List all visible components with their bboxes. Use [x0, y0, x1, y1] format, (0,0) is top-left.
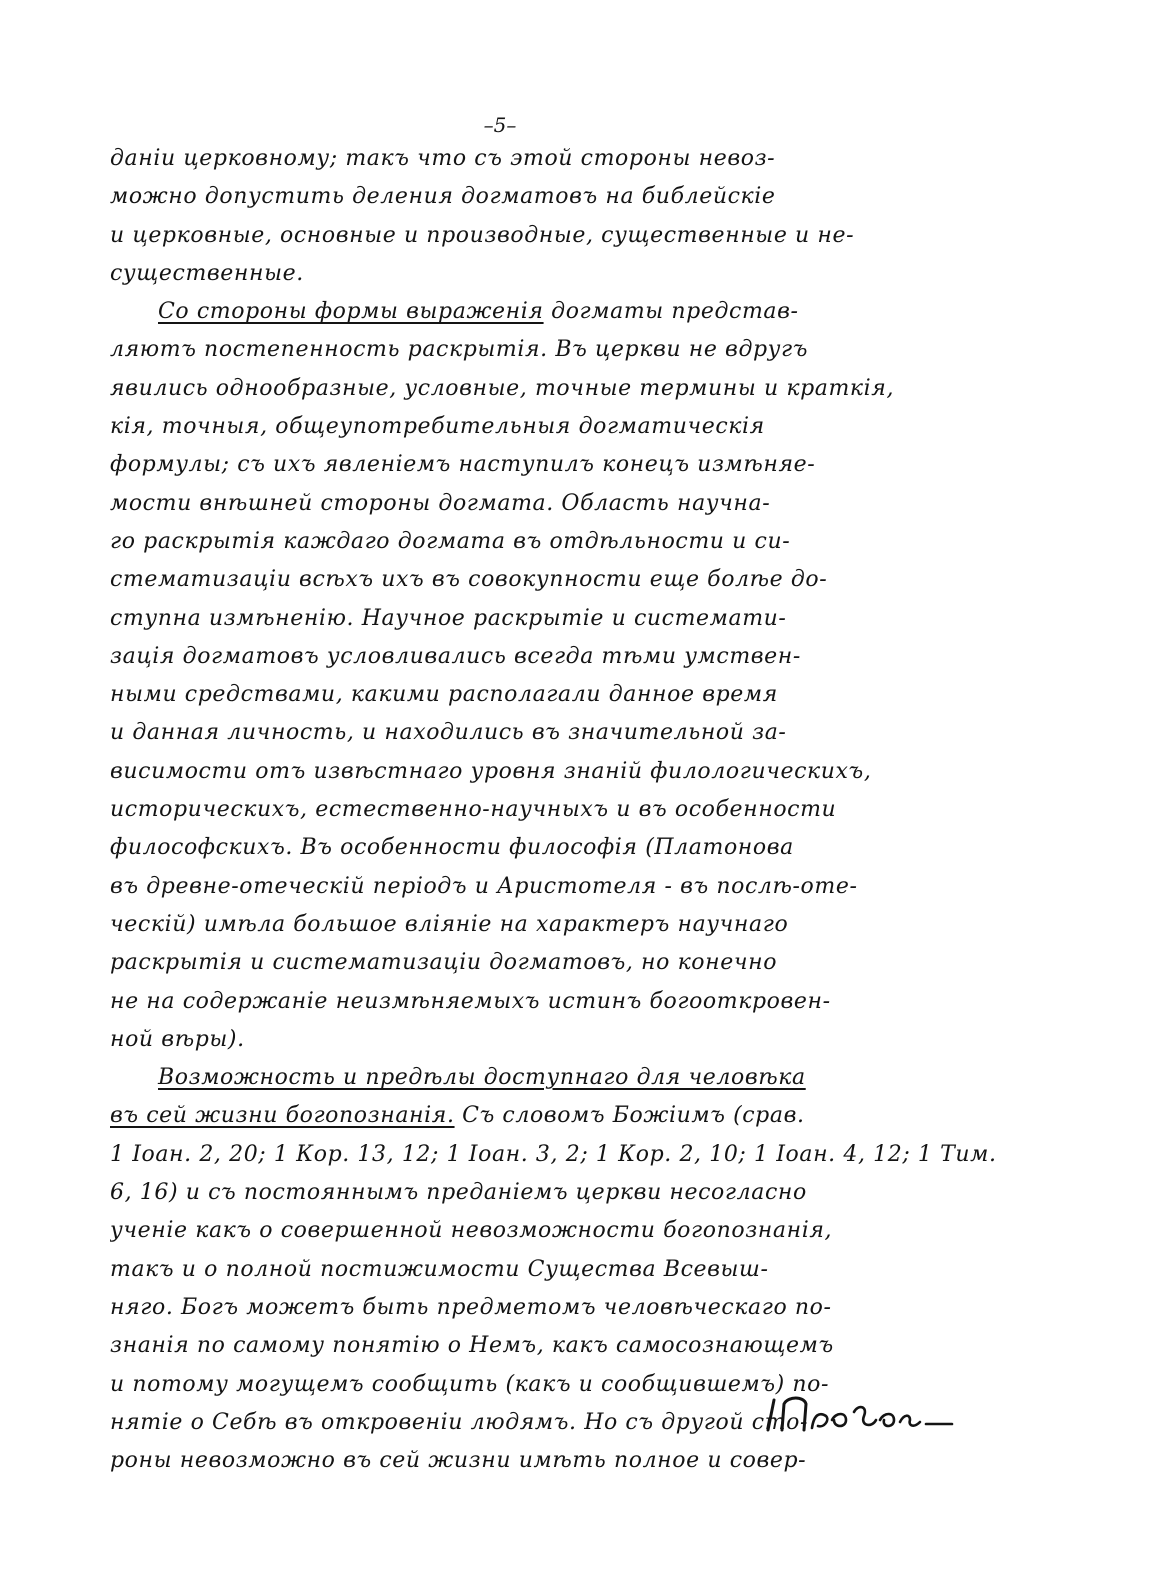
text-line: ческiй) имѣла большое влiянiе на характеръ научнаго — [110, 911, 789, 937]
text-line: зацiя догматовъ условливались всегда тѣми умствен- — [110, 643, 801, 669]
text-line: не на содержанiе неизмѣняемыхъ истинъ богооткровен- — [110, 988, 831, 1014]
text-line — [110, 1097, 1050, 1135]
text-line: висимости отъ извѣстнаго уровня знанiй филологическихъ, — [110, 758, 872, 784]
text-line: такъ и о полной постижимости Существа Всевыш- — [110, 1256, 769, 1282]
text-line: ляютъ постепенность раскрытiя. Въ церкви не вдругъ — [110, 337, 809, 363]
text-line: существенные. — [110, 260, 304, 286]
text-line: нятiе о Себѣ въ откровенiи людямъ. Но съ другой сто- — [110, 1409, 808, 1435]
text-line: ученiе какъ о совершенной невозможности богопознанiя, — [110, 1218, 833, 1244]
page-number: –5– — [483, 113, 517, 137]
section-heading-form: Со стороны формы выраженiя — [158, 299, 544, 325]
text-line: мости внѣшней стороны догмата. Область научна- — [110, 490, 771, 516]
section-heading-knowledge-cont: въ сей жизни богопознанiя. — [110, 1103, 455, 1129]
text-line: стематизацiи всѣхъ ихъ въ совокупности еще болѣе до- — [110, 567, 828, 593]
text-line: формулы; съ ихъ явленiемъ наступилъ конецъ измѣняе- — [110, 452, 816, 478]
text-run: Съ словомъ Божiимъ (срав. — [462, 1103, 805, 1129]
text-line: кiя, точныя, общеупотребительныя догматическiя — [110, 414, 765, 440]
text-line: знанiя по самому понятiю о Немъ, какъ самосознающемъ — [110, 1333, 834, 1359]
signature-handwriting-icon — [760, 1390, 960, 1440]
text-line: и данная личность, и находились въ значительной за- — [110, 720, 787, 746]
text-line: философскихъ. Въ особенности философiя (Платонова — [110, 835, 794, 861]
text-line: го раскрытiя каждаго догмата въ отдѣльности и си- — [110, 528, 791, 554]
text-line: 1 Iоан. 2, 20; 1 Кор. 13, 12; 1 Iоан. 3, 2; 1 Кор. 2, 10; 1 Iоан. 4, 12; 1 Тим. — [110, 1141, 997, 1167]
text-line: раскрытiя и систематизацiи догматовъ, но конечно — [110, 950, 778, 976]
text-line: няго. Богъ можетъ быть предметомъ человѣческаго по- — [110, 1294, 832, 1320]
text-line: ной вѣры). — [110, 1026, 245, 1052]
text-line: ными средствами, какими располагали данное время — [110, 682, 778, 708]
text-line: историческихъ, естественно-научныхъ и въ особенности — [110, 797, 837, 823]
text-line: можно допустить деления догматовъ на библейскiе — [110, 184, 776, 210]
text-line: и потому могущемъ сообщить (какъ и сообщившемъ) по- — [110, 1371, 830, 1397]
text-line — [110, 293, 1050, 331]
text-run: догматы представ- — [551, 299, 799, 325]
text-line: 6, 16) и съ постояннымъ преданiемъ церкви несогласно — [110, 1180, 807, 1206]
text-line: ступна измѣненiю. Научное раскрытiе и системати- — [110, 605, 787, 631]
text-line: роны невозможно въ сей жизни имѣть полное и совер- — [110, 1448, 807, 1474]
text-line: и церковные, основные и производные, существенные и не- — [110, 222, 855, 248]
text-line: данiи церковному; такъ что съ этой стороны невоз- — [110, 146, 776, 171]
text-line: въ древне-отеческiй перiодъ и Аристотеля - въ послѣ-оте- — [110, 873, 858, 899]
manuscript-body — [110, 140, 1050, 1480]
section-heading-knowledge: Возможность и предѣлы доступнаго для человѣка — [158, 1065, 806, 1091]
text-line: явились однообразные, условные, точные термины и краткiя, — [110, 375, 895, 401]
signature-catchword — [760, 1390, 960, 1440]
text-line — [110, 1059, 1050, 1097]
